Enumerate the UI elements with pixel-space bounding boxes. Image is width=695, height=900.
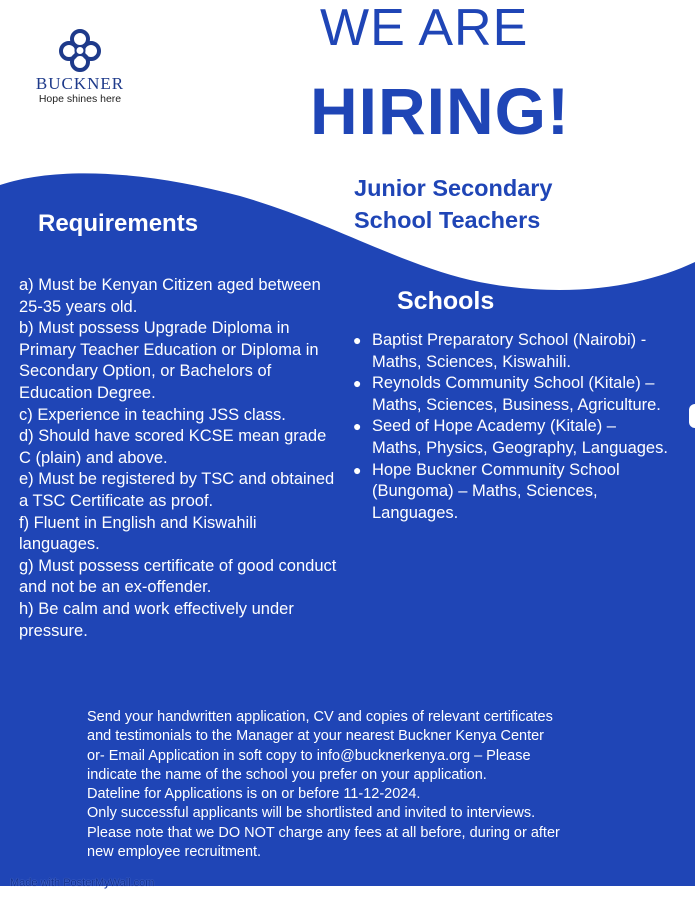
requirements-list: [19, 275, 339, 642]
requirement-item: c) Experience in teaching JSS class.: [19, 405, 286, 424]
bullet-icon: ●: [353, 375, 362, 392]
job-title-line: School Teachers: [354, 207, 541, 233]
school-item: [352, 330, 670, 373]
buckner-flower-icon: [56, 28, 104, 74]
requirement-item: e) Must be registered by TSC and obtained a TSC Certificate as proof.: [19, 470, 335, 510]
watermark-footer: Made with PosterMyWall.com: [10, 877, 155, 889]
job-title-line: Junior Secondary: [354, 175, 553, 201]
requirement-item: d) Should have scored KCSE mean grade C (plain) and above.: [19, 427, 327, 467]
logo-wordmark: BUCKNER: [35, 74, 125, 93]
application-line: Only successful applicants will be shortlisted and invited to interviews.: [87, 805, 536, 822]
requirement-item: g) Must possess certificate of good conduct and not be an ex-offender.: [19, 556, 337, 597]
application-line: indicate the name of the school you prefer on your application.: [87, 766, 487, 783]
school-item: [352, 373, 670, 416]
school-item: [352, 416, 670, 459]
bullet-icon: ●: [353, 332, 362, 348]
requirements-heading: Requirements: [38, 210, 199, 237]
application-instructions: [87, 708, 627, 862]
application-line: Please note that we DO NOT charge any fees at all before, during or after: [87, 824, 560, 841]
buckner-logo: [27, 28, 133, 112]
bullet-icon: ●: [353, 418, 362, 435]
school-item: [352, 460, 670, 525]
schools-list: [352, 330, 670, 524]
application-line: or- Email Application in soft copy to info@bucknerkenya.org – Please: [87, 747, 531, 764]
headline-we-are: WE ARE: [320, 0, 529, 57]
requirement-item: f) Fluent in English and Kiswahili languages.: [19, 513, 257, 554]
application-line: Send your handwritten application, CV and copies of relevant certificates: [87, 709, 553, 725]
requirement-item: b) Must possess Upgrade Diploma in Primary Teacher Education or Diploma in Secondary Option, or Bachelors of Education Degree.: [19, 319, 319, 402]
bullet-icon: ●: [353, 461, 362, 478]
requirement-item: h) Be calm and work effectively under pressure.: [19, 599, 294, 640]
application-line: Dateline for Applications is on or before 11-12-2024.: [87, 786, 421, 803]
school-text: Baptist Preparatory School (Nairobi) - Maths, Sciences, Kiswahili.: [372, 331, 647, 371]
school-text: Seed of Hope Academy (Kitale) – Maths, Physics, Geography, Languages.: [372, 417, 668, 457]
application-line: new employee recruitment.: [87, 844, 262, 861]
application-line: and testimonials to the Manager at your nearest Buckner Kenya Center: [87, 728, 545, 745]
schools-heading: Schools: [397, 287, 495, 315]
headline-hiring: HIRING!: [310, 74, 570, 148]
requirement-item: a) Must be Kenyan Citizen aged between 25-35 years old.: [19, 276, 321, 316]
school-text: Hope Buckner Community School (Bungoma) – Maths, Sciences, Languages.: [372, 460, 620, 522]
logo-tagline: Hope shines here: [38, 93, 122, 105]
edge-decoration: [689, 404, 695, 428]
school-text: Reynolds Community School (Kitale) – Maths, Sciences, Business, Agriculture.: [372, 374, 661, 414]
job-title: [354, 172, 553, 236]
